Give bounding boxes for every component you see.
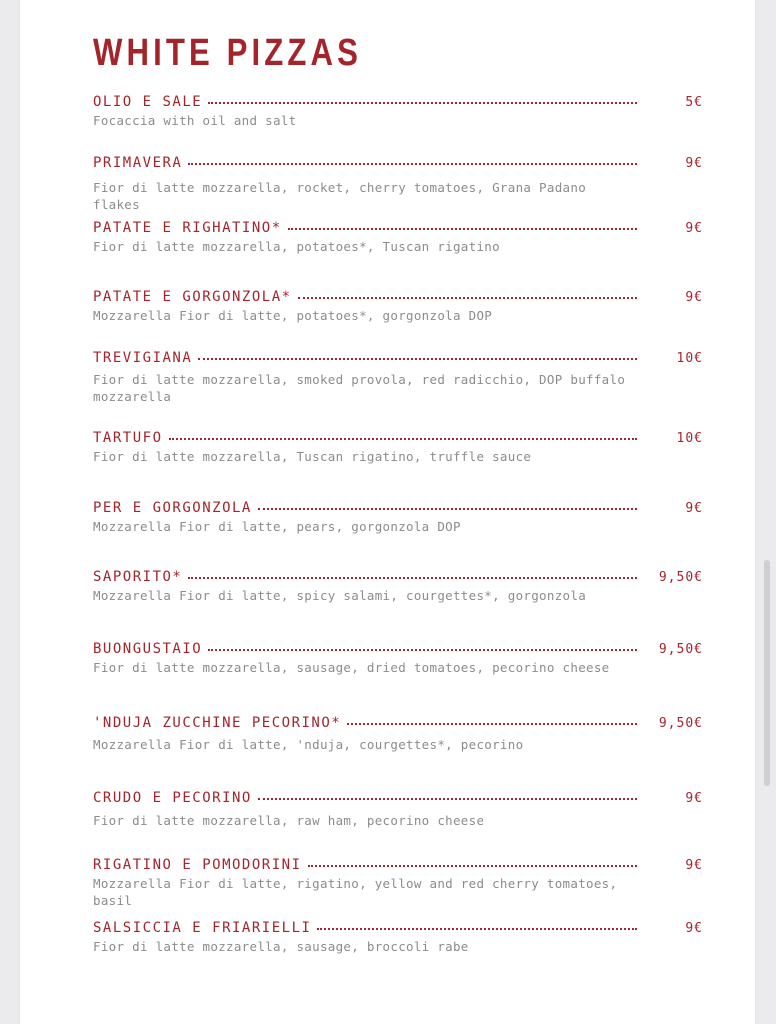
scrollbar-thumb[interactable]	[764, 560, 770, 786]
menu-item	[93, 218, 703, 255]
dotted-leader	[298, 297, 637, 299]
item-description: Fior di latte mozzarella, smoked provola, red radicchio, DOP buffalo mozzarella	[93, 372, 626, 404]
item-description: Fior di latte mozzarella, Tuscan rigatino, truffle sauce	[93, 449, 532, 464]
menu-item	[93, 567, 703, 604]
dotted-leader	[208, 649, 637, 651]
item-price: 9,50€	[658, 641, 703, 657]
item-name: PATATE E GORGONZOLA*	[93, 289, 292, 305]
item-price: 9€	[685, 289, 703, 305]
dotted-leader	[188, 163, 637, 165]
dotted-leader	[169, 438, 637, 440]
item-price: 9€	[685, 790, 703, 806]
menu-item	[93, 788, 703, 829]
item-description: Fior di latte mozzarella, sausage, broccoli rabe	[93, 939, 469, 954]
item-description: Fior di latte mozzarella, sausage, dried tomatoes, pecorino cheese	[93, 660, 610, 675]
item-price: 9,50€	[658, 715, 703, 731]
menu-item	[93, 428, 703, 465]
item-name: SALSICCIA E FRIARIELLI	[93, 920, 312, 936]
dotted-leader	[288, 228, 637, 230]
dotted-leader	[258, 798, 637, 800]
dotted-leader	[317, 928, 637, 930]
section-title: WHITE PIZZAS	[93, 32, 363, 74]
item-price: 9€	[685, 857, 703, 873]
item-price: 9€	[685, 220, 703, 236]
item-description: Mozzarella Fior di latte, 'nduja, courgettes*, pecorino	[93, 737, 524, 752]
dotted-leader	[308, 865, 637, 867]
item-price: 9€	[685, 155, 703, 171]
item-description: Focaccia with oil and salt	[93, 113, 297, 128]
menu-item	[93, 918, 703, 955]
item-name: 'NDUJA ZUCCHINE PECORINO*	[93, 715, 342, 731]
item-name: SAPORITO*	[93, 569, 183, 585]
item-description: Fior di latte mozzarella, rocket, cherry tomatoes, Grana Padano flakes	[93, 180, 587, 212]
item-name: TREVIGIANA	[93, 350, 193, 366]
item-price: 5€	[685, 94, 703, 110]
item-name: BUONGUSTAIO	[93, 641, 203, 657]
item-name: RIGATINO E POMODORINI	[93, 857, 302, 873]
item-description: Mozzarella Fior di latte, pears, gorgonzola DOP	[93, 519, 461, 534]
item-description: Fior di latte mozzarella, potatoes*, Tuscan rigatino	[93, 239, 500, 254]
item-name: PRIMAVERA	[93, 155, 183, 171]
menu-item	[93, 498, 703, 535]
menu-item	[93, 639, 703, 676]
item-price: 9€	[685, 920, 703, 936]
item-name: OLIO E SALE	[93, 94, 203, 110]
item-price: 10€	[676, 430, 703, 446]
item-description: Fior di latte mozzarella, raw ham, pecorino cheese	[93, 813, 485, 828]
dotted-leader	[347, 723, 637, 725]
menu-item	[93, 287, 703, 324]
item-name: TARTUFO	[93, 430, 163, 446]
item-description: Mozzarella Fior di latte, rigatino, yellow and red cherry tomatoes, basil	[93, 876, 618, 908]
item-price: 10€	[676, 350, 703, 366]
item-name: PER E GORGONZOLA	[93, 500, 252, 516]
dotted-leader	[188, 577, 637, 579]
menu-item	[93, 713, 703, 753]
menu-item	[93, 855, 703, 909]
item-price: 9€	[685, 500, 703, 516]
item-name: PATATE E RIGHATINO*	[93, 220, 282, 236]
dotted-leader	[208, 102, 637, 104]
item-description: Mozzarella Fior di latte, spicy salami, courgettes*, gorgonzola	[93, 588, 587, 603]
menu-item	[93, 348, 703, 405]
item-name: CRUDO E PECORINO	[93, 790, 252, 806]
menu-item	[93, 153, 703, 213]
item-description: Mozzarella Fior di latte, potatoes*, gorgonzola DOP	[93, 308, 493, 323]
dotted-leader	[198, 358, 637, 360]
menu-item	[93, 92, 703, 129]
item-price: 9,50€	[658, 569, 703, 585]
dotted-leader	[258, 508, 637, 510]
